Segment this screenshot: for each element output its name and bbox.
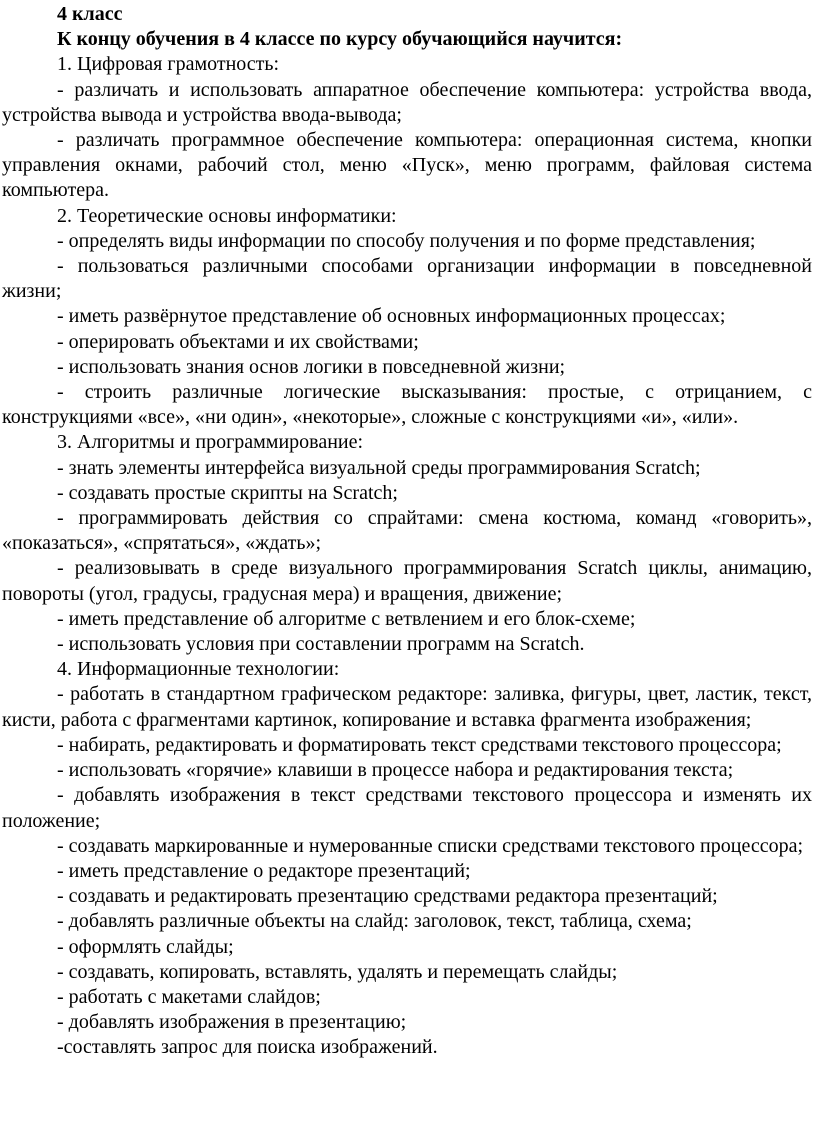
outcome-item: - различать программное обеспечение компьютера: операционная система, кнопки управления окнами, рабочий стол, меню «Пуск», меню программ, файловая система компьютера. [2,129,812,202]
section-heading-algorithms: 3. Алгоритмы и программирование: [57,431,364,454]
outcome-item: - программировать действия со спрайтами: смена костюма, команд «говорить», «показаться», «спрятаться», «ждать»; [2,507,812,555]
outcome-item: - создавать маркированные и нумерованные списки средствами текстового процессора; [57,834,804,857]
outcome-item: -составлять запрос для поиска изображений. [57,1036,438,1059]
outcome-item: - иметь представление об алгоритме с ветвлением и его блок-схеме; [57,607,636,630]
learning-outcomes-subheading: К концу обучения в 4 классе по курсу обучающийся научится: [57,28,623,51]
outcome-item: - создавать простые скрипты на Scratch; [57,481,398,504]
outcome-item: - создавать и редактировать презентацию средствами редактора презентаций; [57,885,718,908]
outcome-item: - знать элементы интерфейса визуальной среды программирования Scratch; [57,456,701,479]
section-heading-digital-literacy: 1. Цифровая грамотность: [57,53,280,76]
outcome-item: - добавлять изображения в презентацию; [57,1011,407,1034]
outcome-item: - работать в стандартном графическом редакторе: заливка, фигуры, цвет, ластик, текст, кисти, работа с фрагментами картинок, копирование и вставка фрагмента изображения; [2,683,812,731]
outcome-item: - добавлять изображения в текст средствами текстового процессора и изменять их положение; [2,784,812,832]
outcome-item: - иметь развёрнутое представление об основных информационных процессах; [57,305,726,328]
grade-heading: 4 класс [57,3,123,25]
outcome-item: - иметь представление о редакторе презентаций; [57,859,471,882]
outcome-item: - оформлять слайды; [57,935,234,958]
outcome-item: - пользоваться различными способами организации информации в повседневной жизни; [2,255,812,303]
outcome-item: - определять виды информации по способу получения и по форме представления; [57,229,756,252]
outcome-item: - использовать знания основ логики в повседневной жизни; [57,355,566,378]
outcome-item: - использовать условия при составлении программ на Scratch. [57,633,585,656]
section-heading-info-tech: 4. Информационные технологии: [57,658,340,681]
outcome-item: - оперировать объектами и их свойствами; [57,330,419,353]
section-heading-theory: 2. Теоретические основы информатики: [57,204,397,227]
outcome-item: - различать и использовать аппаратное обеспечение компьютера: устройства ввода, устройства вывода и устройства ввода-вывода; [2,78,812,126]
outcome-item: - строить различные логические высказывания: простые, с отрицанием, с конструкциями «все», «ни один», «некоторые», сложные с конструкциями «и», «или». [2,381,812,429]
outcome-item: - набирать, редактировать и форматировать текст средствами текстового процессора; [57,733,782,756]
outcome-item: - использовать «горячие» клавиши в процессе набора и редактирования текста; [57,759,734,782]
outcome-item: - добавлять различные объекты на слайд: заголовок, текст, таблица, схема; [57,910,692,933]
outcome-item: - реализовывать в среде визуального программирования Scratch циклы, анимацию, повороты (угол, градусы, градусная мера) и вращения, движение; [2,557,812,605]
outcome-item: - создавать, копировать, вставлять, удалять и перемещать слайды; [57,960,618,983]
outcome-item: - работать с макетами слайдов; [57,985,321,1008]
